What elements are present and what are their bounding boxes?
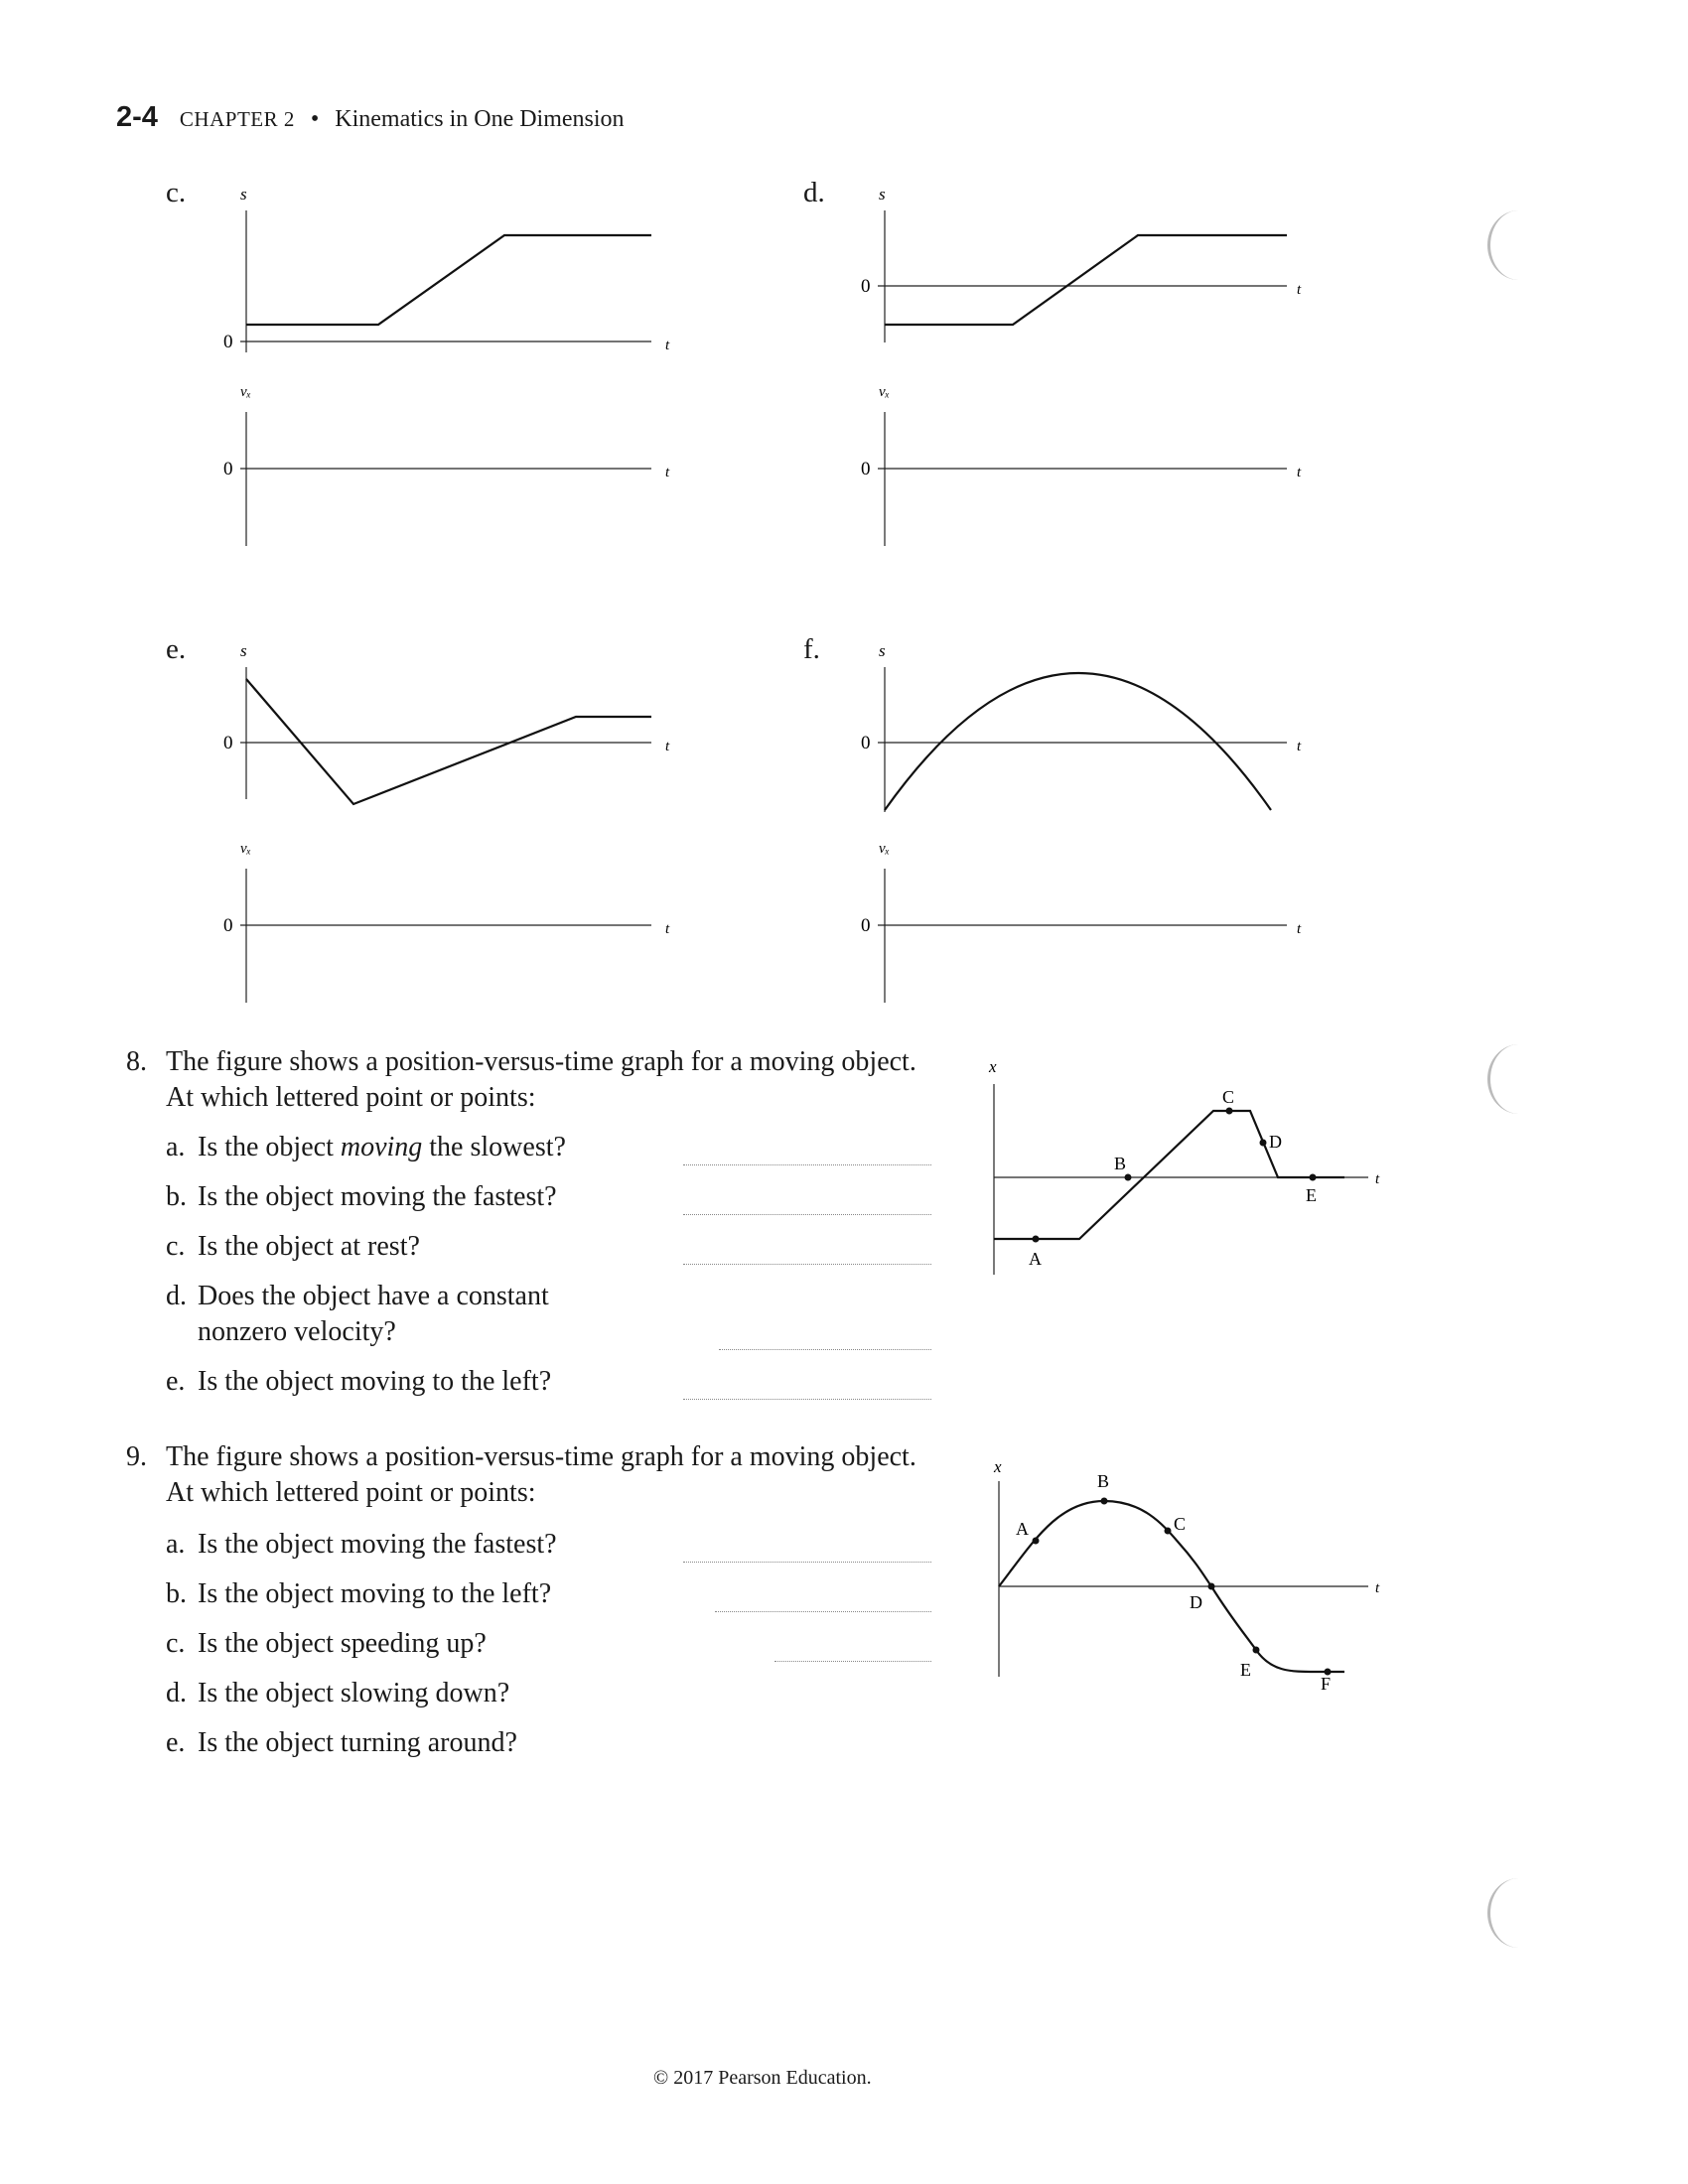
graph-e-label: e. — [166, 633, 187, 665]
graph-c-v-zero-label: 0 — [223, 459, 233, 479]
graph-c-label: c. — [166, 177, 187, 208]
graph-d-position-curve — [885, 235, 1287, 325]
graph-f-v-zero-label: 0 — [861, 915, 871, 936]
q8-x-axis-label: x — [989, 1057, 997, 1076]
q9-label-f: F — [1321, 1674, 1332, 1694]
answer-blank-8b[interactable] — [683, 1214, 931, 1215]
question-9-text: The figure shows a position-versus-time graph for a moving object. At which lettered point or points: — [166, 1441, 916, 1508]
page-header — [116, 101, 625, 134]
q8-point-a — [1033, 1236, 1040, 1243]
answer-blank-8d[interactable] — [719, 1349, 931, 1350]
q8-point-c — [1226, 1108, 1233, 1115]
question-8-item-b: b. Is the object moving the fastest? — [166, 1181, 557, 1212]
question-9 — [126, 1439, 940, 1777]
q8-label-e: E — [1306, 1185, 1317, 1205]
answer-blank-9c[interactable] — [774, 1661, 931, 1662]
graph-c-position-curve — [246, 235, 651, 325]
answer-blank-9a[interactable] — [683, 1562, 931, 1563]
question-9-item-d: d. Is the object slowing down? — [166, 1678, 510, 1708]
question-9-item-a: a. Is the object moving the fastest? — [166, 1529, 557, 1560]
q9-label-c: C — [1174, 1514, 1187, 1534]
q8-label-a: A — [1029, 1249, 1042, 1269]
q9-t-axis-label: t — [1375, 1580, 1380, 1596]
q9-label-a: A — [1016, 1519, 1029, 1539]
answer-blank-9b[interactable] — [715, 1611, 931, 1612]
question-8 — [126, 1044, 940, 1422]
q8-point-e — [1310, 1174, 1317, 1181]
question-8-number: 8. — [126, 1046, 147, 1077]
graph-d-v-zero-label: 0 — [861, 459, 871, 479]
q9-point-b — [1101, 1498, 1108, 1505]
graph-d-s-axis-label: s — [879, 185, 886, 204]
graph-c-s-axis-label: s — [240, 185, 247, 204]
graph-f-v-t-axis-label: t — [1297, 921, 1302, 937]
graph-d-velocity — [844, 382, 1311, 551]
chapter-label: CHAPTER 2 — [179, 107, 295, 131]
q9-point-e — [1253, 1647, 1260, 1654]
question-9-figure — [973, 1451, 1390, 1694]
graph-d-label: d. — [803, 177, 825, 208]
graph-c-t-axis-label: t — [665, 338, 670, 353]
q9-point-a — [1033, 1538, 1040, 1545]
q9-x-axis-label: x — [994, 1457, 1002, 1476]
q8-label-b: B — [1114, 1154, 1127, 1173]
q8-point-b — [1125, 1174, 1132, 1181]
copyright-footer: © 2017 Pearson Education. — [653, 2067, 872, 2089]
graph-d-position — [844, 179, 1311, 357]
graph-d-v-t-axis-label: t — [1297, 465, 1302, 480]
header-separator: • — [310, 106, 320, 132]
question-8-figure — [973, 1054, 1390, 1283]
question-8-item-e: e. Is the object moving to the left? — [166, 1366, 552, 1397]
q8-label-d: D — [1269, 1132, 1282, 1152]
graph-e-v-zero-label: 0 — [223, 915, 233, 936]
q9-point-c — [1165, 1528, 1172, 1535]
graph-e-position — [209, 635, 675, 814]
answer-blank-8a[interactable] — [683, 1164, 931, 1165]
graph-e-v-axis-label: vₓ — [240, 841, 251, 857]
graph-c-velocity — [209, 382, 675, 551]
q8-position-curve — [994, 1111, 1344, 1239]
answer-blank-8e[interactable] — [683, 1399, 931, 1400]
graph-f-position-curve — [885, 673, 1271, 810]
answer-blank-8c[interactable] — [683, 1264, 931, 1265]
q9-label-b: B — [1097, 1471, 1110, 1491]
question-8-item-d: d. Does the object have a constant nonzero velocity? — [166, 1281, 549, 1347]
graph-e-velocity — [209, 839, 675, 1008]
graph-e-zero-label: 0 — [223, 733, 233, 753]
graph-f-s-axis-label: s — [879, 641, 886, 660]
question-9-item-b: b. Is the object moving to the left? — [166, 1578, 552, 1609]
graph-c-v-t-axis-label: t — [665, 465, 670, 480]
question-8-item-a: a. Is the object moving the slowest? — [166, 1132, 566, 1162]
q9-label-e: E — [1240, 1660, 1251, 1680]
graph-e-position-curve — [246, 679, 651, 804]
graph-f-position — [844, 635, 1311, 814]
graph-f-v-axis-label: vₓ — [879, 841, 890, 857]
chapter-title: Kinematics in One Dimension — [335, 106, 625, 132]
binder-hole-top — [1487, 210, 1550, 280]
graph-c-zero-label: 0 — [223, 332, 233, 352]
graph-d-t-axis-label: t — [1297, 282, 1302, 298]
graph-f-velocity — [844, 839, 1311, 1008]
graph-e-v-t-axis-label: t — [665, 921, 670, 937]
graph-c-v-axis-label: vₓ — [240, 384, 251, 400]
q8-point-d — [1260, 1140, 1267, 1147]
binder-hole-bottom — [1487, 1878, 1550, 1948]
q8-label-c: C — [1222, 1087, 1235, 1107]
page-number: 2-4 — [116, 101, 158, 133]
graph-f-zero-label: 0 — [861, 733, 871, 753]
graph-e-s-axis-label: s — [240, 641, 247, 660]
graph-f-t-axis-label: t — [1297, 739, 1302, 754]
q9-label-d: D — [1190, 1592, 1202, 1612]
binder-hole-middle — [1487, 1044, 1550, 1114]
question-9-item-e: e. Is the object turning around? — [166, 1727, 517, 1758]
graph-d-v-axis-label: vₓ — [879, 384, 890, 400]
q8-t-axis-label: t — [1375, 1171, 1380, 1187]
question-9-item-c: c. Is the object speeding up? — [166, 1628, 487, 1659]
q9-point-d — [1208, 1583, 1215, 1590]
question-9-number: 9. — [126, 1441, 147, 1472]
question-8-text: The figure shows a position-versus-time graph for a moving object. At which lettered point or points: — [166, 1046, 916, 1113]
question-8-item-c: c. Is the object at rest? — [166, 1231, 420, 1262]
graph-e-t-axis-label: t — [665, 739, 670, 754]
graph-c-position — [209, 179, 675, 357]
graph-d-zero-label: 0 — [861, 276, 871, 297]
graph-f-label: f. — [803, 633, 820, 665]
